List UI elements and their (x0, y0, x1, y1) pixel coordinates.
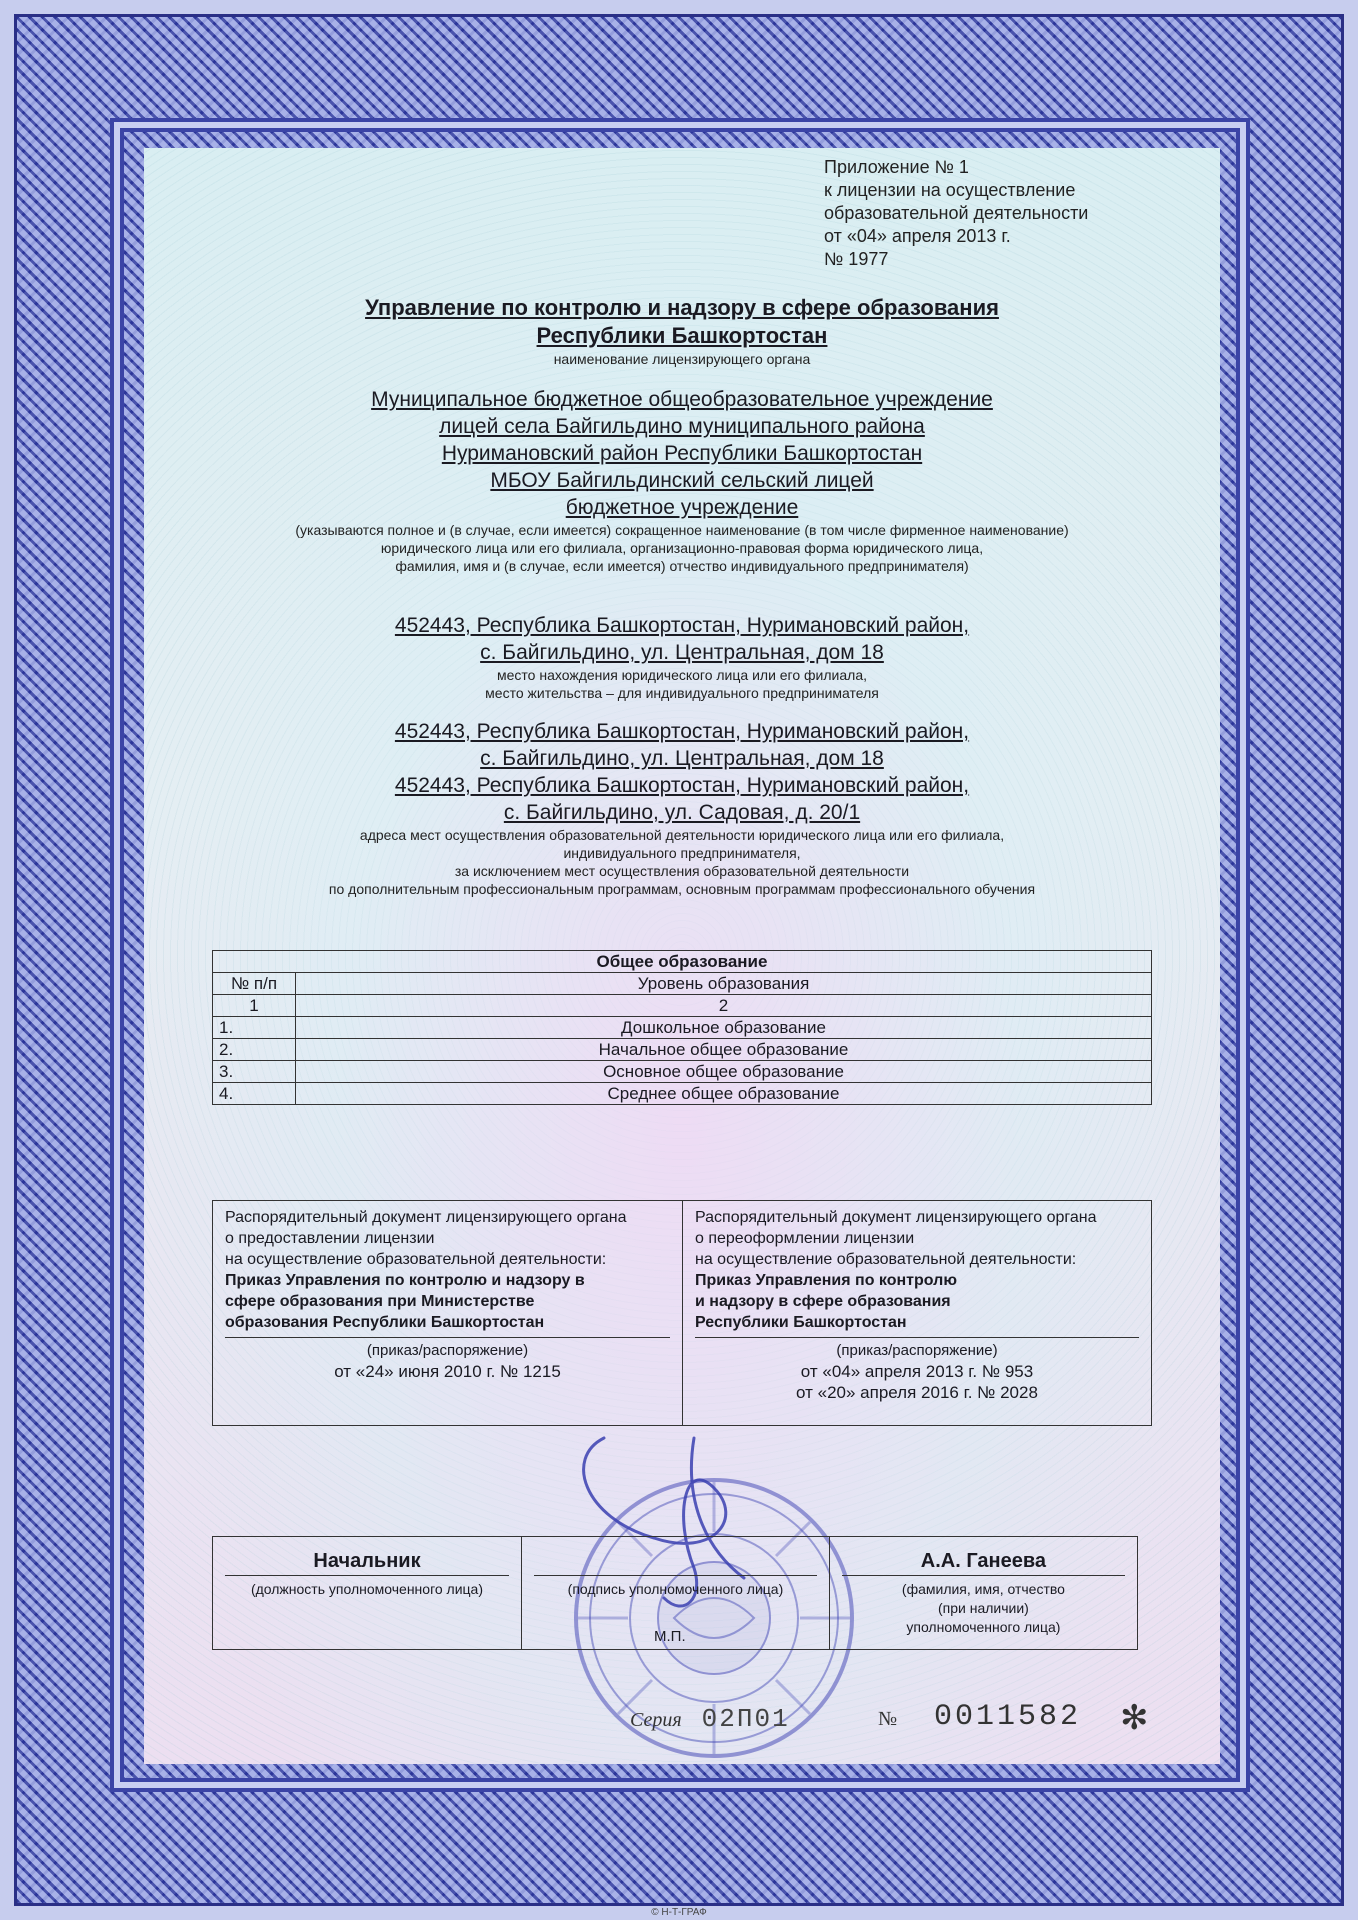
authority-name-line: Республики Башкортостан (536, 323, 828, 348)
organization-caption: юридического лица или его филиала, организационно-правовая форма юридического лица, (380, 540, 984, 556)
order-reissuance (682, 1201, 1151, 1425)
row-number: 3. (213, 1061, 296, 1083)
table-row (213, 1017, 1152, 1039)
order-text: на осуществление образовательной деятельности: (695, 1251, 1077, 1268)
appendix-line: образовательной деятельности (824, 203, 1089, 223)
activity-address-caption: адреса мест осуществления образовательной деятельности юридического лица или его филиала, (359, 827, 1005, 843)
activity-address-caption: индивидуального предпринимателя, (563, 845, 801, 861)
signature-note: (подпись уполномоченного лица) (567, 1581, 784, 1597)
column-index-1: 1 (213, 995, 296, 1017)
printer-imprint: © Н-Т-ГРАФ (651, 1907, 707, 1918)
activity-address-line: 452443, Республика Башкортостан, Нуримановский район, (394, 774, 970, 797)
star-icon: ✻ (1120, 1699, 1149, 1737)
order-text: о переоформлении лицензии (695, 1230, 915, 1247)
name-note: уполномоченного лица) (906, 1619, 1061, 1635)
address-line: с. Байгильдино, ул. Центральная, дом 18 (480, 641, 884, 664)
organization-line: лицей села Байгильдино муниципального района (439, 415, 925, 438)
order-issuer: сфере образования при Министерстве (225, 1293, 535, 1310)
order-divider (225, 1337, 670, 1338)
column-header-level: Уровень образования (296, 973, 1152, 995)
signature-line (534, 1575, 817, 1576)
table-row (213, 1039, 1152, 1061)
orders-block (212, 1200, 1152, 1426)
row-level: Дошкольное образование (296, 1017, 1152, 1039)
order-type: (приказ/распоряжение) (366, 1342, 529, 1359)
address-caption: место жительства – для индивидуального предпринимателя (485, 685, 879, 701)
order-issuer: и надзору в сфере образования (695, 1293, 951, 1310)
name-cell (829, 1537, 1137, 1649)
name-note: (фамилия, имя, отчество (901, 1581, 1065, 1597)
activity-address-line: с. Байгильдино, ул. Садовая, д. 20/1 (503, 801, 861, 824)
organization-type: бюджетное учреждение (565, 496, 799, 519)
table-row (213, 1061, 1152, 1083)
signatory-name: А.А. Ганеева (920, 1550, 1047, 1572)
appendix-reference (824, 156, 1088, 271)
order-date: от «20» апреля 2016 г. № 2028 (796, 1383, 1038, 1402)
authority-caption: наименование лицензирующего органа (553, 351, 811, 367)
address-caption: место нахождения юридического лица или его филиала, (497, 667, 867, 683)
row-number: 1. (213, 1017, 296, 1039)
activity-address-caption: за исключением мест осуществления образовательной деятельности (454, 863, 910, 879)
name-line (842, 1575, 1125, 1576)
order-issuer: образования Республики Башкортостан (225, 1314, 545, 1331)
row-number: 4. (213, 1083, 296, 1105)
organization-caption: фамилия, имя и (в случае, если имеется) отчество индивидуального предпринимателя) (395, 558, 969, 574)
order-text: на осуществление образовательной деятельности: (225, 1251, 607, 1268)
table-subheader-row (213, 995, 1152, 1017)
series-label: Серия (630, 1709, 682, 1731)
activity-addresses (144, 718, 1220, 898)
order-text: Распорядительный документ лицензирующего органа (695, 1209, 1097, 1226)
position-title: Начальник (313, 1550, 421, 1572)
order-issuer: Приказ Управления по контролю (695, 1272, 957, 1289)
address-line: 452443, Республика Башкортостан, Нуримановский район, (394, 614, 970, 637)
blank-number-label: № (878, 1708, 898, 1730)
order-issuance (213, 1201, 682, 1425)
legal-address (144, 612, 1220, 702)
organization-caption: (указываются полное и (в случае, если имеется) сокращенное наименование (в том числе фирменное наименование) (295, 522, 1069, 538)
organization-short-name: МБОУ Байгильдинский сельский лицей (490, 469, 874, 492)
organization-line: Нуримановский район Республики Башкортостан (441, 442, 923, 465)
education-levels-table (212, 950, 1152, 1105)
organization-name (144, 386, 1220, 575)
blank-series (630, 1704, 790, 1734)
column-header-number: № п/п (213, 973, 296, 995)
series-value: 02П01 (701, 1704, 790, 1734)
seal-place-label: М.П. (654, 1628, 686, 1645)
activity-address-caption: по дополнительным профессиональным программам, основным программам профессионального обучения (328, 881, 1036, 897)
licensing-authority (144, 294, 1220, 368)
order-type: (приказ/распоряжение) (836, 1342, 998, 1359)
authority-name-line: Управление по контролю и надзору в сфере образования (365, 295, 999, 320)
row-level: Основное общее образование (296, 1061, 1152, 1083)
position-line (225, 1575, 509, 1576)
row-level: Начальное общее образование (296, 1039, 1152, 1061)
table-title-row (213, 951, 1152, 973)
order-text: Распорядительный документ лицензирующего органа (225, 1209, 627, 1226)
appendix-line: № 1977 (824, 249, 889, 269)
table-row (213, 1083, 1152, 1105)
row-number: 2. (213, 1039, 296, 1061)
blank-number-value: 0011582 (934, 1700, 1082, 1734)
order-issuer: Республики Башкортостан (695, 1314, 907, 1331)
order-divider (695, 1337, 1139, 1338)
appendix-line: к лицензии на осуществление (824, 180, 1076, 200)
appendix-line: от «04» апреля 2013 г. (824, 226, 1011, 246)
position-note: (должность уполномоченного лица) (250, 1581, 484, 1597)
license-appendix-page (144, 148, 1220, 1764)
appendix-line: Приложение № 1 (824, 157, 969, 177)
activity-address-line: 452443, Республика Башкортостан, Нуримановский район, (394, 720, 970, 743)
order-text: о предоставлении лицензии (225, 1230, 435, 1247)
position-cell (213, 1537, 521, 1649)
column-index-2: 2 (296, 995, 1152, 1017)
organization-line: Муниципальное бюджетное общеобразовательное учреждение (371, 388, 993, 411)
table-header-row (213, 973, 1152, 995)
order-date: от «04» апреля 2013 г. № 953 (800, 1362, 1034, 1381)
order-issuer: Приказ Управления по контролю и надзору в (225, 1272, 585, 1289)
activity-address-line: с. Байгильдино, ул. Центральная, дом 18 (480, 747, 884, 770)
row-level: Среднее общее образование (296, 1083, 1152, 1105)
name-note: (при наличии) (938, 1600, 1029, 1616)
order-date: от «24» июня 2010 г. № 1215 (334, 1362, 561, 1381)
table-title: Общее образование (213, 951, 1152, 973)
